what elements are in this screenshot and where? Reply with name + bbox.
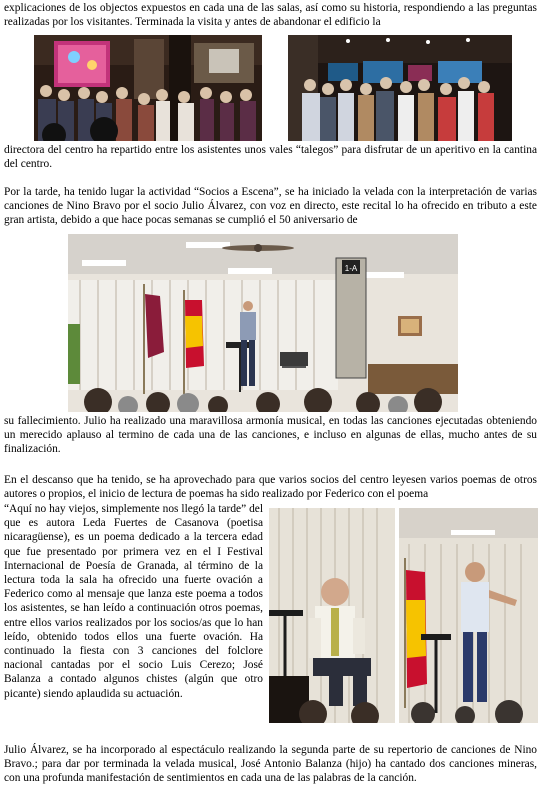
photo-poem-reader — [269, 508, 395, 723]
photo-stage-performer — [68, 234, 458, 412]
photo-standing-singer — [399, 508, 538, 723]
stage-sign-text: 1-A — [344, 264, 358, 273]
paragraph-afternoon-activity: Por la tarde, ha tenido lugar la actividad “Socios a Escena”, se ha iniciado la velada con la interpretación de varias canciones de Nino Bravo por el socio Julio Álvarez, con voz en directo, este recital lo ha ofrecido en tributo a este gran artista, debido a que hace pocas semanas se cumplió el 50 aniversario de — [4, 186, 537, 227]
paragraph-visit-end: explicaciones de los objectos expuestos en cada una de las salas, así como su historia, respondiendo a las preguntas realizadas por los visitantes. Terminada la visita y antes de abandonar el edificio la — [4, 2, 537, 29]
photo-museum-visitors — [34, 35, 262, 141]
paragraph-julio-performance: su fallecimiento. Julio ha realizado una maravillosa armonía musical, en todas las canciones ejecutadas obteniendo un merecido aplauso al termino de cada una de las canciones, e incluso en algunas de ellas, mucho antes de su finalización. — [4, 415, 537, 456]
paragraph-break-poems: En el descanso que ha tenido, se ha aprovechado para que varios socios del centro leyesen varios poemas de otros autores o propios, el inicio de lectura de poemas ha sido realizado por Federico con el poema — [4, 474, 537, 501]
paragraph-second-part: Julio Álvarez, se ha incorporado al espectáculo realizando la segunda parte de su repertorio de canciones de Nino Bravo.; para dar por terminada la velada musical, José Antonio Balanza (hijo) ha cantado dos canciones mineras, con una profunda manifestación de sentimientos en cada una de las palabras de la canción. — [4, 744, 537, 785]
photo-hall-crowd — [288, 35, 512, 141]
paragraph-poem-details: “Aquí no hay viejos, simplemente nos llegó la tarde” del que es autora Leda Fuertes de Casanova (poetisa nicaragüense), es un poema dedicado a la tercera edad que fue presentado por primera vez en el I Festival Internacional de Poesía de Granada, al término de la lectura toda la sala ha ofrecido una fuerte ovación a Federico como al mensaje que lanza este poema a todos los asistentes, se han leído a continuación otros poemas, entre ellos varios realizados por los socios/as que lo han leído, obtenido todos ellos una fuerte ovación. Ha continuado la fiesta con 3 canciones del folclore nacional cantadas por el socio Luis Cerezo; José Balanza a contado algunos chistes (algún que otro picante) siendo aplaudida su actuación. — [4, 503, 263, 700]
paragraph-vouchers: directora del centro ha repartido entre los asistentes unos vales “talegos” para disfrutar de un aperitivo en la cantina del centro. — [4, 144, 537, 171]
